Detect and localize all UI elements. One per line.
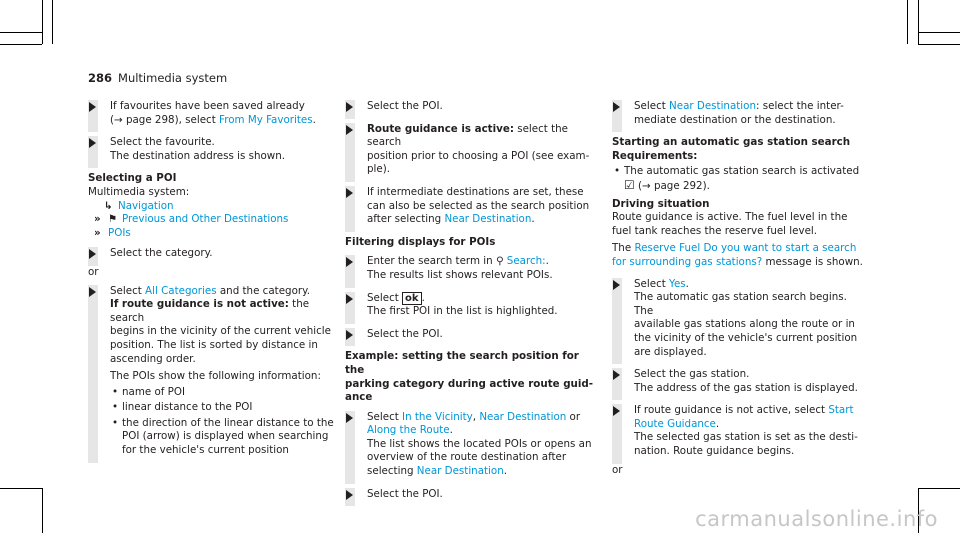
crop-mark [0,44,42,45]
section-heading: Example: setting the search position for the [345,350,579,376]
step-arrow-icon [346,188,353,198]
step: Select the POI. [345,488,600,502]
link-start[interactable]: Start [828,404,854,417]
step: Enter the search term in ⚲ Search:. The results list shows relevant POIs. [345,255,600,282]
link-yes[interactable]: Yes [669,277,686,290]
link-near-destination[interactable]: Near Destination [669,100,756,112]
step-arrow-icon [346,490,353,500]
crop-mark [918,0,919,44]
crop-mark [0,488,42,489]
step: Route guidance is active: select the search position prior to choosing a POI (see exam- ple). [345,123,600,177]
link-search[interactable]: Search: [506,255,546,268]
step: If intermediate destinations are set, these can also be selected as the search position after selecting Near Destination. [345,186,600,227]
menu-path-item[interactable]: » POIs [94,226,131,239]
crop-mark [52,0,53,44]
crop-mark [918,44,960,45]
step-arrow-icon [613,280,620,290]
step: Select Yes. The automatic gas station search begins. The available gas stations along the route or in the vicinity of the vehicle's current position are displayed. [612,278,867,360]
watermark: carmanualsonline.info [695,507,938,531]
step-arrow-icon [346,257,353,267]
link-from-my-favorites[interactable]: From My Favorites [219,113,313,126]
link-near-destination[interactable]: Near Destination [479,410,567,423]
link-near-destination[interactable]: Near Destination [416,465,504,478]
step: If route guidance is not active, select Start Route Guidance. The selected gas station is set as the desti- nation. Route guidance begins. [612,404,867,458]
search-icon: ⚲ [495,255,504,268]
step-arrow-icon [346,102,353,112]
list-item: • linear distance to the POI [110,401,343,415]
step-arrow-icon [89,138,96,148]
link-route-guidance[interactable]: Route Guidance [634,417,716,430]
step-arrow-icon [346,330,353,340]
step-arrow-icon [346,413,353,423]
column-1: If favourites have been saved already (→ page 298), select From My Favorites. Select the favourite. The destination address is shown. Selecting a POI Multimedia system: ↳ Navigation » ⚑ Previous and Other Destinations » POIs Select the category. or Select All Categories and the category. If route guidance is not active: the search begins in the vicinity of the current vehicle position. The list is sorted by distance in ascending order. The POIs show the following information: • name of POI • linear distance to the POI • the direction of the linear distance to the POI (arrow) is displayed when searching for the vehicle's current position [88,100,343,467]
step-arrow-icon [346,125,353,135]
step: Select the gas station. The address of the gas station is displayed. [612,368,867,395]
link-all-categories[interactable]: All Categories [145,284,217,297]
step-arrow-icon [613,370,620,380]
link-along-the-route[interactable]: Along the Route [367,424,450,437]
flag-icon: ⚑ [108,213,118,226]
crop-mark [42,488,43,533]
double-chevron-icon: » [94,213,101,226]
page-number: 286 [88,71,113,85]
step-arrow-icon [89,287,96,297]
menu-arrow-icon: ↳ [104,199,113,212]
message-reserve-fuel: Reserve Fuel Do you want to start a search [634,242,857,255]
page-title: Multimedia system [118,71,228,85]
list-item: • the direction of the linear distance to the POI (arrow) is displayed when searching for the vehicle's current position [110,417,343,458]
menu-path-item[interactable]: » ⚑ Previous and Other Destinations [94,213,289,226]
section-heading: Starting an automatic gas station search [612,136,851,149]
column-2: Select the POI. Route guidance is active: select the search position prior to choosing a POI (see exam- ple). If intermediate destinations are set, these can also be selected as the search position after selecting Near Destination. Filtering displays for POIs Enter the search term in ⚲ Search:. The results list shows relevant POIs. Select ok . The first POI in the list is highlighted. Select the POI. Example: setting the search position for the parking category during active route guid- ance Select In the Vicinity, Near Destination or Along the Route. The list shows the located POIs or opens an overview of the route destination after selecting Near Destination. Select the POI. [345,100,600,510]
step: Select the POI. [345,100,600,114]
step: Select ok . The first POI in the list is highlighted. [345,292,600,319]
step: Select In the Vicinity, Near Destination or Along the Route. The list shows the located POIs or opens an overview of the route destination after selecting Near Destination. [345,411,600,479]
step-arrow-icon [89,102,96,112]
crop-mark [42,0,43,44]
crop-mark [907,0,908,44]
column-3: Select Near Destination: select the inter- mediate destination or the destination. Starting an automatic gas station search Requirements: • The automatic gas station search is activated ☑ (→ page 292). Driving situation Route guidance is active. The fuel level in the fuel tank reaches the reserve fuel level. The Reserve Fuel Do you want to start a search for surrounding gas stations? message is shown. Select Yes. The automatic gas station search begins. The available gas stations along the route or in the vicinity of the vehicle's current position are displayed. Select the gas station. The address of the gas station is displayed. If route guidance is not active, select Start Route Guidance. The selected gas station is set as the desti- nation. Route guidance begins. or [612,100,867,477]
double-chevron-icon: » [94,226,101,239]
section-heading: Filtering displays for POIs [345,235,496,248]
ok-icon: ok [402,292,422,305]
step-arrow-icon [89,249,96,259]
checkbox-checked-icon: ☑ [624,177,635,192]
step: Select the POI. [345,328,600,342]
crop-mark [918,488,960,489]
step: Select All Categories and the category. If route guidance is not active: the search begins in the vicinity of the current vehicle position. The list is sorted by distance in ascending order. The POIs show the following information: • name of POI • linear distance to the POI • the direction of the linear distance to the POI (arrow) is displayed when searching for the vehicle's current position [88,285,343,458]
crop-mark [0,32,42,33]
step-arrow-icon [613,102,620,112]
step-arrow-icon [346,294,353,304]
link-in-the-vicinity[interactable]: In the Vicinity [402,410,473,423]
section-heading: Driving situation [612,197,710,210]
list-item: • The automatic gas station search is activated ☑ (→ page 292). [612,165,867,193]
crop-mark [918,32,960,33]
page-header [88,71,227,85]
list-item: • name of POI [110,386,343,400]
section-heading: Selecting a POI [88,172,177,185]
step: Select the favourite. The destination address is shown. [88,136,343,163]
menu-path-item[interactable]: ↳ Navigation [104,199,174,212]
step: Select Near Destination: select the inter- mediate destination or the destination. [612,100,867,127]
link-near-destination[interactable]: Near Destination [444,213,532,226]
step: If favourites have been saved already (→ page 298), select From My Favorites. [88,100,343,127]
step: Select the category. [88,247,343,261]
step-arrow-icon [613,406,620,416]
